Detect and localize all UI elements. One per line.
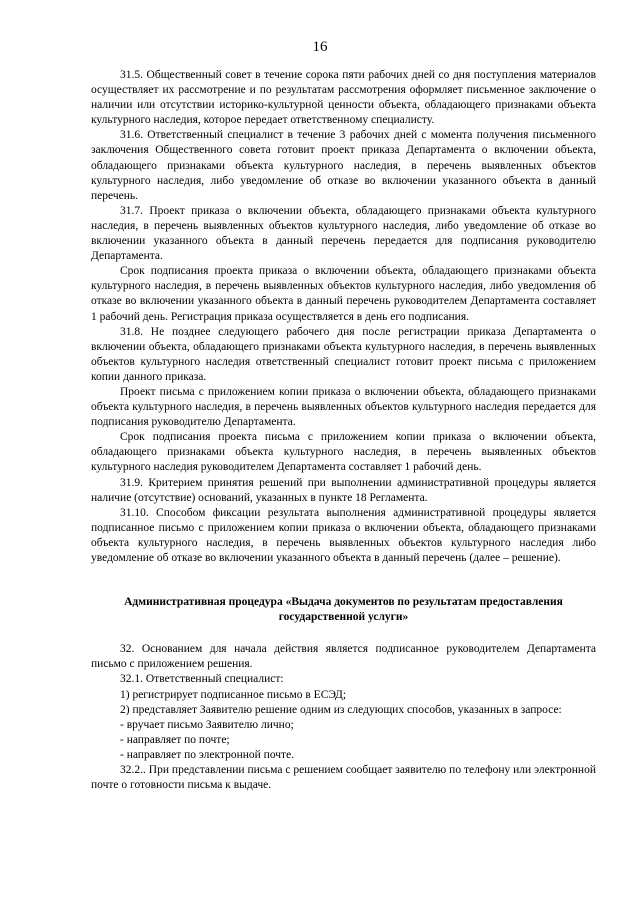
paragraph-signing-term-letter: Срок подписания проекта письма с приложением копии приказа о включении объекта, обладающего признаками объекта культурного наследия, в перечень выявленных объектов культурного наследия руководителем Департамента составляет 1 рабочий день.: [91, 431, 596, 474]
document-body: [91, 68, 596, 793]
paragraph-letter-draft: Проект письма с приложением копии приказа о включении объекта, обладающего признаками объекта культурного наследия, в перечень выявленных объектов культурного наследия передается для подписания руководителю Департамента.: [91, 385, 596, 429]
paragraph-32: 32. Основанием для начала действия является подписанное руководителем Департамента письмо с приложением решения.: [91, 643, 596, 671]
list-item-by-mail: - направляет по почте;: [120, 733, 230, 746]
list-item-hand-over: - вручает письмо Заявителю лично;: [120, 718, 294, 731]
section-heading: Административная процедура «Выдача документов по результатам предоставления государственной услуги»: [124, 596, 563, 624]
page-number: 16: [312, 39, 328, 55]
paragraph-31-7: 31.7. Проект приказа о включении объекта, обладающего признаками объекта культурного наследия, в перечень выявленных объектов культурного наследия, либо уведомление об отказе во включении указанного объекта в данный перечень передается для подписания руководителю Департамента.: [91, 204, 596, 263]
paragraph-32-2: 32.2.. При представлении письма с решением сообщает заявителю по телефону или электронной почте о готовности письма к выдаче.: [91, 764, 596, 792]
paragraph-32-1: 32.1. Ответственный специалист:: [120, 673, 284, 686]
list-item-2: 2) представляет Заявителю решение одним из следующих способов, указанных в запросе:: [120, 703, 562, 716]
list-item-1: 1) регистрирует подписанное письмо в ЕСЭД;: [120, 688, 347, 701]
paragraph-signing-term-order: Срок подписания проекта приказа о включении объекта, обладающего признаками объекта культурного наследия, в перечень выявленных объектов культурного наследия, либо уведомления об отказе во включении указанного объекта в данный перечень руководителем Департамента составляет 1 рабочий день. Регистрация приказа осуществляется в день его подписания.: [91, 265, 596, 323]
list-item-by-email: - направляет по электронной почте.: [120, 748, 295, 761]
paragraph-31-10: 31.10. Способом фиксации результата выполнения административной процедуры является подписанное письмо с приложением копии приказа о включении объекта, обладающего признаками объекта культурного наследия, в перечень выявленных объектов культурного наследия либо уведомление об отказе во включении указанного объекта в данный перечень (далее – решение).: [91, 506, 596, 564]
paragraph-31-9: 31.9. Критерием принятия решений при выполнении административной процедуры является наличие (отсутствие) оснований, указанных в пункте 18 Регламента.: [91, 476, 596, 504]
paragraph-31-5: 31.5. Общественный совет в течение сорока пяти рабочих дней со дня поступления материалов осуществляет их рассмотрение и по результатам рассмотрения оформляет письменное заключение о наличии или отсутствии историко-культурной ценности объекта, обладающего признаками объекта культурного наследия, которое передает ответственному специалисту.: [91, 69, 596, 127]
paragraph-31-8: 31.8. Не позднее следующего рабочего дня после регистрации приказа Департамента о включении объекта, обладающего признаками объекта культурного наследия, в перечень выявленных объектов культурного наследия ответственный специалист готовит проект письма с приложением копии данного приказа.: [91, 325, 596, 383]
paragraph-31-6: 31.6. Ответственный специалист в течение 3 рабочих дней с момента получения письменного заключения Общественного совета готовит проект приказа Департамента о включении объекта, обладающего признаками объекта культурного наследия, в перечень выявленных объектов культурного наследия, либо уведомление об отказе во включении указанного объекта в данный перечень.: [91, 129, 596, 202]
